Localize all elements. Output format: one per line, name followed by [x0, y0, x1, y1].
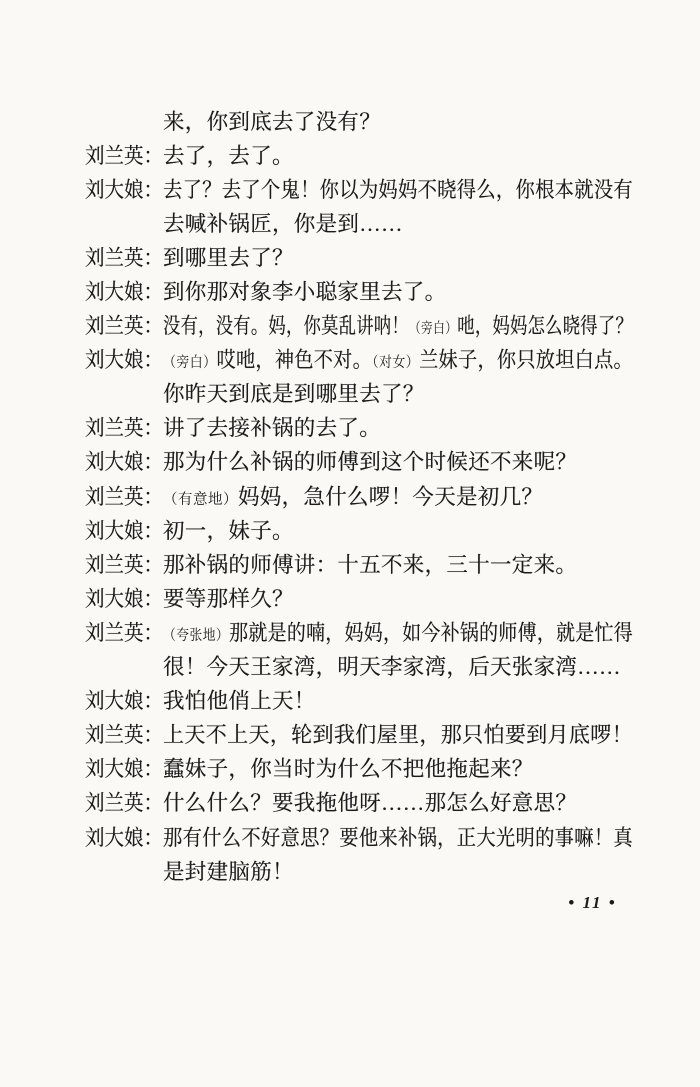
line-text [163, 139, 633, 170]
line-text [163, 582, 633, 613]
script-line [85, 137, 633, 171]
speaker-label-text: 刘兰英： [85, 723, 163, 748]
speaker-label [85, 445, 163, 476]
dialogue-text: 我怕他俏上天！ [163, 689, 316, 714]
script-line [85, 614, 633, 648]
speaker-label [85, 384, 163, 402]
dialogue-text: 要等那样久？ [163, 586, 294, 611]
dialogue-text: 来，你到底去了没有？ [163, 109, 382, 134]
dialogue-text: 没有，没有。妈，你莫乱讲呐！ [163, 314, 409, 339]
script-line [85, 785, 633, 819]
script-line-continuation [85, 376, 633, 410]
speaker-label-text: 刘兰英： [85, 552, 163, 577]
line-text-content [163, 514, 294, 545]
speaker-label-text: 刘兰英： [85, 314, 163, 339]
line-text [163, 241, 633, 272]
speaker-label-text: 刘兰英： [85, 245, 163, 270]
line-text [163, 684, 633, 715]
line-text-content [163, 241, 294, 272]
dialogue-text: 讲了去接补锅的去了。 [163, 416, 382, 441]
speaker-label-text: 刘大娘： [85, 518, 163, 543]
script-line [85, 478, 633, 512]
speaker-label-text: 刘兰英： [85, 620, 163, 645]
line-text-content [163, 309, 633, 340]
line-text [163, 411, 633, 442]
line-text [163, 309, 633, 340]
line-text-content [163, 684, 316, 715]
script-line [85, 751, 633, 785]
dialogue-text: 蠢妹子，你当时为什么不把他拖起来？ [163, 757, 534, 782]
dialogue-text: 上天不上天，轮到我们屋里，那只怕要到月底啰！ [163, 723, 633, 748]
line-text [163, 173, 633, 204]
speaker-label-text: 刘大娘： [85, 586, 163, 611]
line-text-content [163, 786, 577, 817]
line-text [163, 377, 633, 408]
speaker-label-text: 刘大娘： [85, 177, 163, 202]
speaker-label [85, 173, 163, 204]
speaker-label [85, 343, 163, 374]
dialogue-text: 到你那对象李小聪家里去了。 [163, 280, 447, 305]
line-text-content [163, 411, 381, 442]
line-text-content [163, 445, 577, 476]
line-text-content [163, 377, 425, 408]
line-text-content [163, 718, 633, 749]
speaker-label-text: 刘大娘： [85, 689, 163, 714]
line-text [163, 343, 633, 374]
script-line [85, 819, 633, 853]
dialogue-text: 那为什么补锅的师傅到这个时候还不来呢？ [163, 450, 578, 475]
line-text-content [163, 548, 577, 579]
stage-direction: （旁白） [408, 321, 458, 338]
speaker-label-text: 刘兰英： [85, 143, 163, 168]
line-text [163, 445, 633, 476]
script-line [85, 171, 633, 205]
speaker-label [85, 241, 163, 272]
line-text [163, 718, 633, 749]
line-text [163, 105, 633, 136]
script-line-continuation [85, 853, 633, 887]
speaker-label [85, 684, 163, 715]
speaker-label [85, 582, 163, 613]
speaker-label [85, 139, 163, 170]
line-text-content [163, 343, 633, 374]
stage-direction: （夸张地） [163, 627, 230, 644]
dialogue-text: 去喊补锅匠，你是到…… [163, 211, 403, 236]
dialogue-text: 初一，妹子。 [163, 518, 294, 543]
page-number: • 11 • [568, 893, 617, 912]
speaker-label [85, 786, 163, 817]
line-text [163, 786, 633, 817]
speaker-label [85, 309, 163, 340]
script-line [85, 444, 633, 478]
line-text [163, 514, 633, 545]
dialogue-block [85, 103, 633, 887]
speaker-label-text: 刘大娘： [85, 280, 163, 305]
speaker-label-text: 刘兰英： [85, 484, 163, 509]
speaker-label [85, 213, 163, 231]
script-line [85, 273, 633, 307]
line-text-content [163, 105, 381, 136]
speaker-label-text: 刘大娘： [85, 450, 163, 475]
speaker-label-text: 刘兰英： [85, 791, 163, 816]
line-text-content [163, 207, 403, 238]
speaker-label-text: 刘兰英： [85, 416, 163, 441]
line-text-content [163, 650, 621, 681]
speaker-label-text: 刘大娘： [85, 825, 163, 850]
line-text-content [163, 139, 294, 170]
dialogue-text: 去了，去了。 [163, 143, 294, 168]
line-text [163, 548, 633, 579]
speaker-label [85, 111, 163, 129]
stage-direction: （旁白） [163, 355, 217, 372]
speaker-label-text: 刘大娘： [85, 348, 163, 373]
dialogue-text: 那补锅的师傅讲：十五不来，三十一定来。 [163, 552, 578, 577]
dialogue-text: 吔，妈妈怎么晓得了？ [457, 314, 633, 339]
speaker-label [85, 480, 163, 511]
dialogue-text: 妈妈，急什么啰！今天是初几？ [238, 484, 544, 509]
speaker-label [85, 752, 163, 783]
script-line [85, 308, 633, 342]
script-line [85, 410, 633, 444]
script-line [85, 580, 633, 614]
line-text-content [163, 275, 446, 306]
speaker-label-text: 刘大娘： [85, 757, 163, 782]
speaker-label [85, 548, 163, 579]
script-line [85, 717, 633, 751]
line-text-content [163, 855, 294, 886]
speaker-label [85, 861, 163, 879]
speaker-label [85, 718, 163, 749]
speaker-label [85, 275, 163, 306]
script-line [85, 512, 633, 546]
line-text [163, 752, 633, 783]
dialogue-text: 兰妹子，你只放坦白点。 [419, 348, 633, 373]
script-line [85, 683, 633, 717]
dialogue-text: 是封建脑筋！ [163, 859, 294, 884]
script-line [85, 342, 633, 376]
line-text [163, 207, 633, 238]
script-line-continuation [85, 205, 633, 239]
line-text [163, 855, 633, 886]
dialogue-text: 到哪里去了？ [163, 245, 294, 270]
stage-direction: （有意地） [163, 491, 238, 508]
speaker-label [85, 657, 163, 675]
speaker-label [85, 616, 163, 647]
dialogue-text: 那有什么不好意思？要他来补锅，正大光明的事嘛！真 [163, 825, 633, 850]
line-text [163, 821, 633, 852]
line-text-content [163, 821, 633, 852]
speaker-label [85, 411, 163, 442]
line-text-content [163, 752, 534, 783]
dialogue-text: 什么什么？要我拖他呀……那怎么好意思？ [163, 791, 578, 816]
line-text [163, 616, 633, 647]
line-text [163, 275, 633, 306]
speaker-label [85, 821, 163, 852]
script-line [85, 239, 633, 273]
script-line-continuation [85, 103, 633, 137]
speaker-label [85, 514, 163, 545]
line-text-content [163, 173, 633, 204]
stage-direction: （对女） [372, 355, 420, 372]
dialogue-text: 你昨天到底是到哪里去了？ [163, 382, 425, 407]
dialogue-text: 哎吔，神色不对。 [216, 348, 373, 373]
dialogue-text: 去了？去了个鬼！你以为妈妈不晓得么，你根本就没有 [163, 177, 633, 202]
line-text [163, 650, 633, 681]
dialogue-text: 很！今天王家湾，明天李家湾，后天张家湾…… [163, 655, 621, 680]
line-text-content [163, 480, 543, 511]
line-text-content [163, 616, 633, 647]
line-text-content [163, 582, 294, 613]
script-line [85, 546, 633, 580]
script-line-continuation [85, 649, 633, 683]
dialogue-text: 那就是的喃，妈妈，如今补锅的师傅，就是忙得 [229, 620, 633, 645]
line-text [163, 480, 633, 511]
